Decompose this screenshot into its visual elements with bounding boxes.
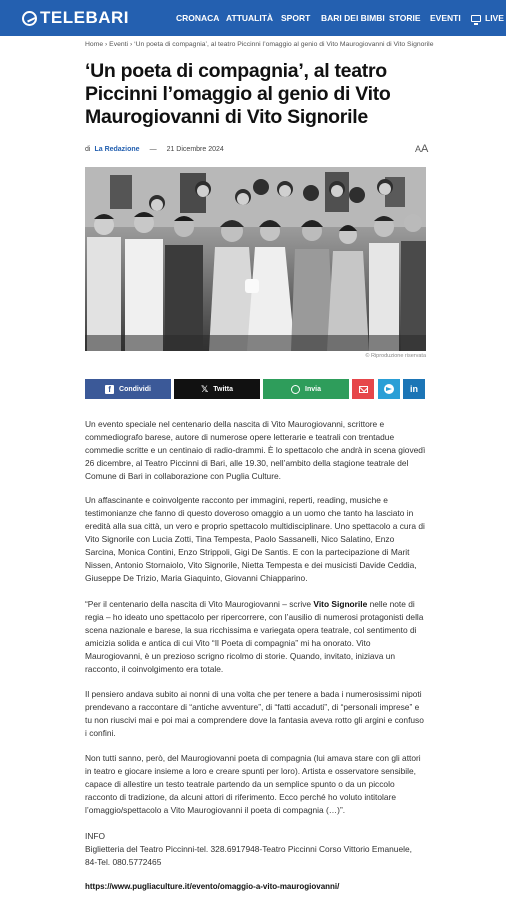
nav-item-bari-dei-bimbi[interactable]: BARI DEI BIMBI: [321, 13, 385, 23]
telegram-icon: [384, 384, 394, 394]
article-paragraph-1: Un evento speciale nel centenario della nascita di Vito Maurogiovanni, scrittore e commediografo barese, autore di numerose opere letterarie e teatrali con trentadue commedie scritte e un centinaio di radio-drammi. È lo spettacolo che andrà in scena giovedì 26 dicembre, al Teatro Piccinni di Bari, alle 19.30, nell’ambito della stagione teatrale del Comune di Bari in collaborazione con Puglia Culture.: [85, 419, 426, 481]
globe-logo-icon: [22, 11, 37, 26]
article-meta: [85, 146, 224, 153]
group-photo-illustration: [85, 167, 426, 351]
article-paragraph-2: Un affascinante e coinvolgente racconto per immagini, reperti, reading, musiche e testimonianze che fanno di questo doveroso omaggio a un uomo che tanto ha lasciato in eredità alla sua città, un vero e proprio spettacolo multidisciplinare. Uno spettacolo a cura di Vito Signorile con Lucia Zotti, Tina Tempesta, Paolo Sassanelli, Nico Salatino, Enzo Sarcina, Monica Contini, Enzo Strippoli, Gigi De Santis. E con la partecipazione di Marit Nissen, Antonio Stornaiolo, Vito Signorile, Nietta Tempesta e dei musicisti Davide Ceddia, Giuseppe De Trizio, Maria Giaquinto, Giovanni Chiapparino.: [85, 495, 425, 583]
site-logo[interactable]: [22, 8, 129, 28]
nav-item-attualita[interactable]: ATTUALITÀ: [226, 13, 274, 23]
font-size-toggle[interactable]: [415, 143, 428, 155]
info-heading: INFO: [85, 831, 106, 841]
email-icon: [359, 386, 368, 393]
share-twitter-button[interactable]: [174, 379, 260, 399]
publish-date: 21 Dicembre 2024: [166, 146, 224, 153]
nav-item-eventi[interactable]: EVENTI: [430, 13, 461, 23]
info-paragraph: Biglietteria del Teatro Piccinni-tel. 328.6917948-Teatro Piccinni Corso Vittorio Emanuele, 84-Tel. 080.5772465: [85, 844, 412, 867]
quote-author: Vito Signorile: [313, 599, 368, 609]
nav-live-label: LIVE: [485, 13, 504, 23]
share-facebook-button[interactable]: [85, 379, 171, 399]
photo-credit: © Riproduzione riservata: [365, 353, 426, 359]
breadcrumb[interactable]: Home › Eventi › ‘Un poeta di compagnia’, al teatro Piccinni l’omaggio al genio di Vito Maurogiovanni di Vito Signorile: [85, 41, 434, 48]
font-size-big-icon[interactable]: A: [421, 143, 429, 155]
article-title: ‘Un poeta di compagnia’, al teatro Piccinni l’omaggio al genio di Vito Maurogiovanni di Vito Signorile: [85, 60, 391, 128]
share-telegram-button[interactable]: [378, 379, 400, 399]
share-whatsapp-label: Invia: [305, 385, 321, 393]
share-linkedin-button[interactable]: [403, 379, 425, 399]
share-whatsapp-button[interactable]: [263, 379, 349, 399]
tv-icon: [471, 15, 481, 22]
nav-item-sport[interactable]: SPORT: [281, 13, 311, 23]
whatsapp-icon: [291, 385, 300, 394]
facebook-icon: f: [105, 385, 114, 394]
x-icon: 𝕏: [201, 383, 209, 394]
article-photo: [85, 167, 426, 351]
font-size-small-icon[interactable]: A: [415, 144, 422, 154]
external-event-link[interactable]: https://www.pugliaculture.it/evento/omaggio-a-vito-maurogiovanni/: [85, 882, 340, 891]
quote-part-c: nelle note di regia – ho ideato uno spettacolo per ripercorrere, con l’ausilio di numerosi protagonisti della scena nazionale e barese, la sua ricchissima e variegata opera teatrale, col sentimento di amicizia solida e antica di cui Vito “Il Poeta di compagnia” mi ha onorato. Vito Maurogiovanni, è un prezioso scrigno ricolmo di storie. Quando, invitato, iniziava un racconto, il coinvolgimento era totale.: [85, 599, 424, 674]
article-paragraph-3: [85, 598, 426, 676]
nav-item-storie[interactable]: STORIE: [389, 13, 421, 23]
logo-text: TELEBARI: [40, 8, 129, 27]
meta-separator: —: [149, 146, 157, 153]
nav-item-live[interactable]: [471, 0, 504, 36]
nav-item-cronaca[interactable]: CRONACA: [176, 13, 220, 23]
share-email-button[interactable]: [352, 379, 374, 399]
linkedin-icon: in: [410, 384, 418, 394]
quote-part-a: “Per il centenario della nascita di Vito Maurogiovanni – scrive: [85, 599, 314, 609]
share-facebook-label: Condividi: [119, 385, 151, 393]
author-link[interactable]: La Redazione: [94, 146, 140, 153]
byline-prefix: di: [85, 146, 91, 153]
share-twitter-label: Twitta: [213, 385, 233, 393]
article-paragraph-5: Non tutti sanno, però, del Maurogiovanni poeta di compagnia (lui amava stare con gli attori in teatro e giocare insieme a loro e creare spunti per loro). Artista e osservatore sensibile, capace di allestire un testo teatrale partendo da un semplice spunto o da un piccolo racconto di tradizione, da alcuni attori di riferimento. Ecco perché ho voluto intitolare l’omaggio/spettacolo a Vito Maurogiovanni il poeta di compagnia (…)”.: [85, 753, 421, 815]
top-navigation-bar: [0, 0, 506, 36]
article-paragraph-4: Il pensiero andava subito ai nonni di una volta che per tenere a bada i numerosissimi nipoti prendevano a raccontare di “antiche avventure”, di “fatti accaduti”, di “personali imprese” e tu non riuscivi mai e poi mai a comprendere dove la fantasia aveva rotto gli argini e confuso i confini.: [85, 689, 424, 738]
